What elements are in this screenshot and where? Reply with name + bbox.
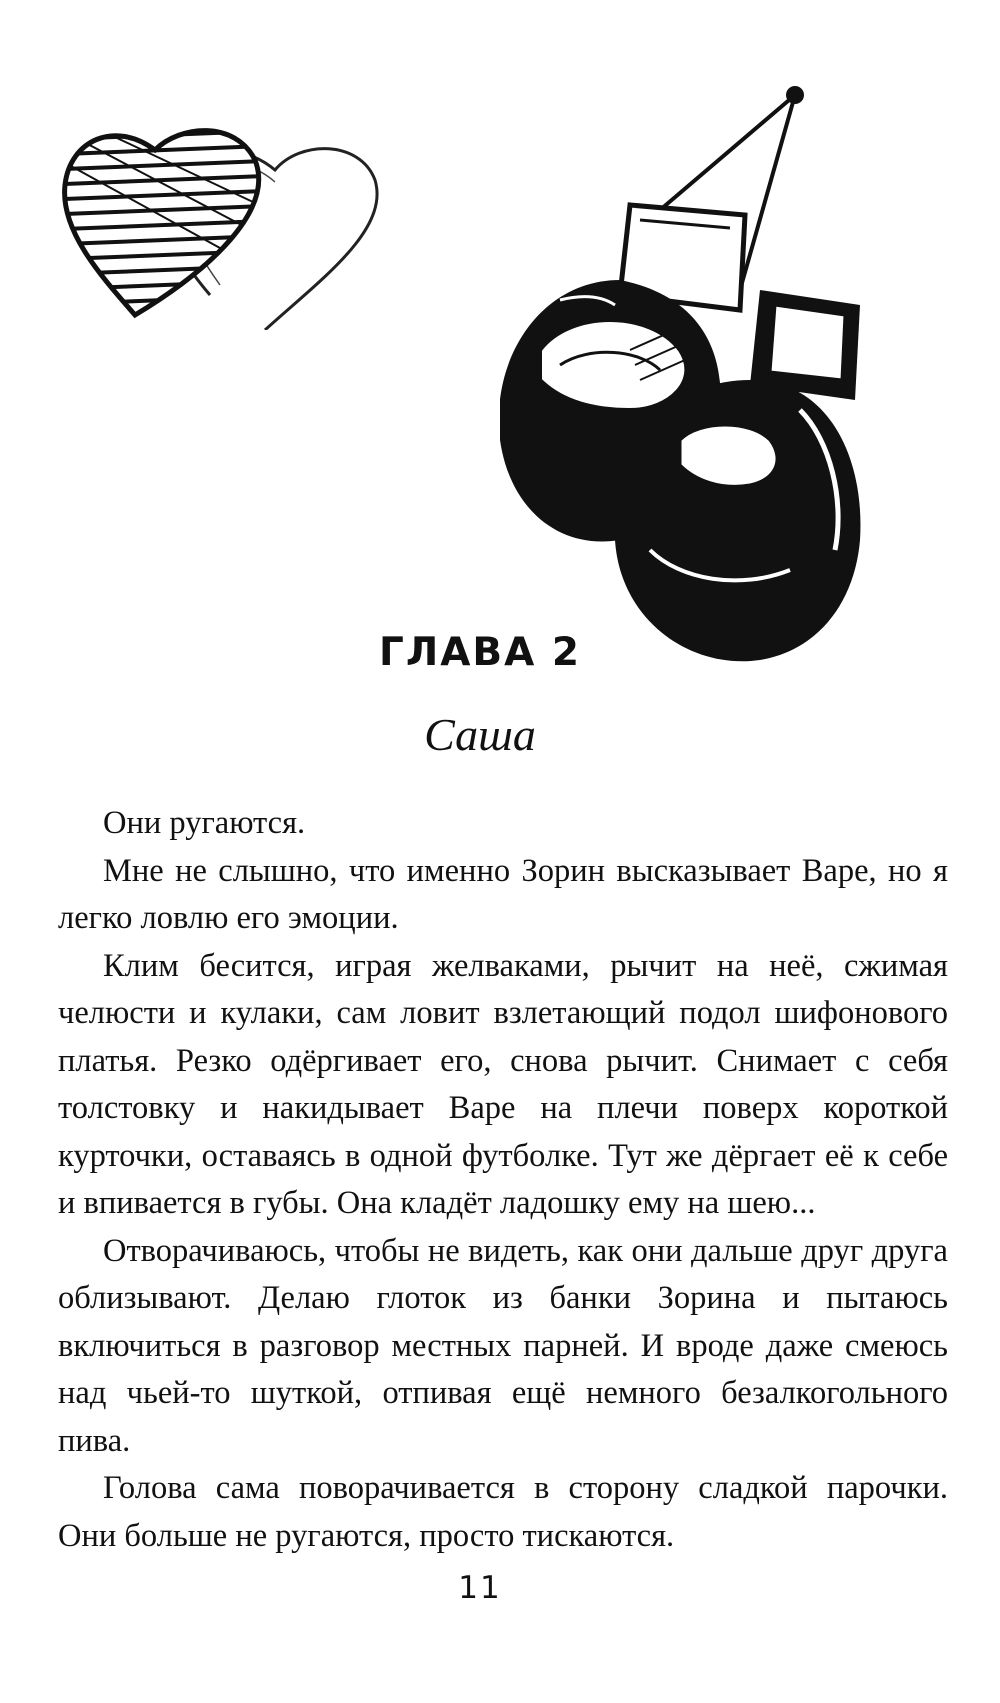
paragraph: Мне не слышно, что именно Зорин высказывает Варе, но я легко ловлю его эмоции. [58,852,948,936]
chapter-title: ГЛАВА 2 [378,630,582,675]
paragraph: Отворачиваюсь, чтобы не видеть, как они дальше друг друга облизывают. Делаю глоток из банки Зорина и пытаюсь включиться в разговор местных парней. И вроде даже смеюсь над чьей-то шуткой, отпивая ещё немного безалкогольного пива. [58,1232,948,1459]
chapter-subtitle: Саша [424,709,536,760]
paragraph: Клим бесится, играя желваками, рычит на неё, сжимая челюсти и кулаки, сам ловит взлетающий подол шифонового платья. Резко одёргивает его, снова рычит. Снимает с себя толстовку и накидывает Варе на плечи поверх короткой курточки, оставаясь в одной футболке. Тут же дёргает её к себе и впивается в губы. Она кладёт ладошку ему на шею... [58,947,948,1221]
page-number: 11 [458,1570,502,1606]
boxing-gloves-icon [500,80,930,700]
paragraph: Они ругаются. [103,805,306,841]
hearts-sketch-icon [60,100,400,330]
paragraph: Голова сама поворачивается в сторону сладкой парочки. Они больше не ругаются, просто тискаются. [58,1470,948,1554]
chapter-body [58,800,948,1560]
